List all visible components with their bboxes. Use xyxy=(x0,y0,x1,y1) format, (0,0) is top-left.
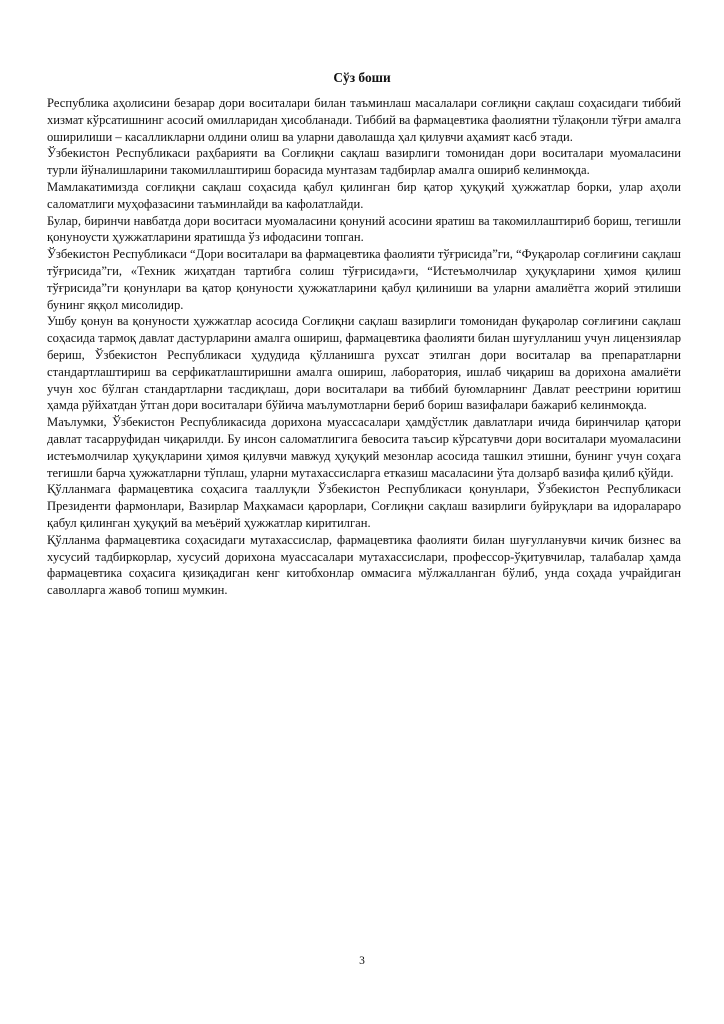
page-number: 3 xyxy=(359,955,365,967)
paragraph xyxy=(47,95,681,145)
page-title: Сўз боши xyxy=(333,70,391,85)
paragraph xyxy=(47,246,681,313)
paragraph xyxy=(47,481,681,531)
paragraph-text: Маълумки, Ўзбекистон Республикасида дорихона муассасалари ҳамдўстлик давлатлари ичида биринчилар қатори давлат тасарруфидан чиқарилди. Бу инсон саломатлигига бевосита таъсир кўрсатувчи дори воситалари муомаласини истеъмолчилар ҳуқуқларини ҳимоя қилувчи мавжуд ҳуқуқий мезонлар асосида ташкил этишни, бунинг учун соҳага тегишли барча ҳужжатларни тўплаш, уларни мутахассисларга етказиш масаласини ўта долзарб вазифа қилиб қўйди. xyxy=(47,415,681,480)
paragraph-text: Ўзбекистон Республикаси раҳбарияти ва Соғлиқни сақлаш вазирлиги томонидан дори воситалари муомаласини турли йўналишларини такомиллаштириш борасида мунтазам тадбирлар амалга ошириб келинмоқда. xyxy=(47,146,681,178)
document-body xyxy=(47,95,681,599)
paragraph-text: Ўзбекистон Республикаси “Дори воситалари ва фармацевтика фаолияти тўғрисида”ги, “Фуқаролар соғлиғини сақлаш тўғрисида”ги, «Техник жиҳатдан тартибга солиш тўғрисида»ги, “Истеъмолчилар ҳуқуқларини ҳимоя қилиш тўғрисида”ги қонунлари ва қатор қонуности ҳужжатларини қабул қилиниши ва уларни амалиётга жорий этилиши бунинг яққол мисолидир. xyxy=(47,247,681,312)
paragraph xyxy=(47,145,681,179)
paragraph xyxy=(47,414,681,481)
paragraph-text: Қўлланмага фармацевтика соҳасига тааллуқли Ўзбекистон Республикаси қонунлари, Ўзбекистон Республикаси Президенти фармонлари, Вазирлар Маҳкамаси қарорлари, Соғлиқни сақлаш вазирлиги буйруқлари ва идоралараро қабул қилинган ҳуқуқий ва меъёрий ҳужжатлар киритилган. xyxy=(47,482,681,530)
paragraph-text: Мамлакатимизда соғлиқни сақлаш соҳасида қабул қилинган бир қатор ҳуқуқий ҳужжатлар борки, улар аҳоли саломатлиги муҳофазасини таъминлайди ва кафолатлайди. xyxy=(47,179,681,211)
paragraph xyxy=(47,313,681,414)
paragraph xyxy=(47,532,681,599)
paragraph-text: Республика аҳолисини безарар дори воситалари билан таъминлаш масалалари соғлиқни сақлаш соҳасидаги тиббий хизмат кўрсатишнинг асосий омилларидан ҳисобланади. Тиббий ва фармацевтика фаолиятни тўлақонли тўғри амалга оширилиши – касалликларни олдини олиш ва уларни даволашда ҳал қилувчи аҳамият касб этади. xyxy=(47,96,681,144)
paragraph-text: Қўлланма фармацевтика соҳасидаги мутахассислар, фармацевтика фаолияти билан шуғулланувчи кичик бизнес ва хусусий тадбиркорлар, хусусий дорихона муассасалари мутахассислари, профессор-ўқитувчилар, талабалар ҳамда фармацевтика соҳасига қизиқадиган кенг китобхонлар оммасига мўлжалланган бўлиб, унда соҳада учрайдиган саволларга жавоб топиш мумкин. xyxy=(47,532,681,598)
paragraph-text: Булар, биринчи навбатда дори воситаси муомаласини қонуний асосини яратиш ва такомиллаштириб бориш, тегишли қонуноусти ҳужжатларини яратишда ўз ифодасини топган. xyxy=(47,213,681,245)
paragraph xyxy=(47,213,681,247)
paragraph xyxy=(47,179,681,213)
paragraph-text: Ушбу қонун ва қонуности ҳужжатлар асосида Соғлиқни сақлаш вазирлиги томонидан фуқаролар соғлиғини сақлаш соҳасида тармоқ давлат дастурларини амалга ошириш, фармацевтика фаолияти билан шуғулланиш учун лицензиялар бериш, Ўзбекистон Республикаси ҳудудида қўлланишга рухсат этилган дори воситалар ва препаратларни стандартлаштириш ва серфикатлаштиришни амалга ошириш, лаборатория, ишлаб чиқариш ва дорихона амалиёти учун хос бўлган стандартларни тасдиқлаш, дори воситалари ва тиббий буюмларнинг Давлат реестрини юритиш ҳамда рўйхатдан ўтган дори воситалари бўйича маълумотларни бериб бориш вазифалари бажариб келинмоқда. xyxy=(47,314,681,413)
